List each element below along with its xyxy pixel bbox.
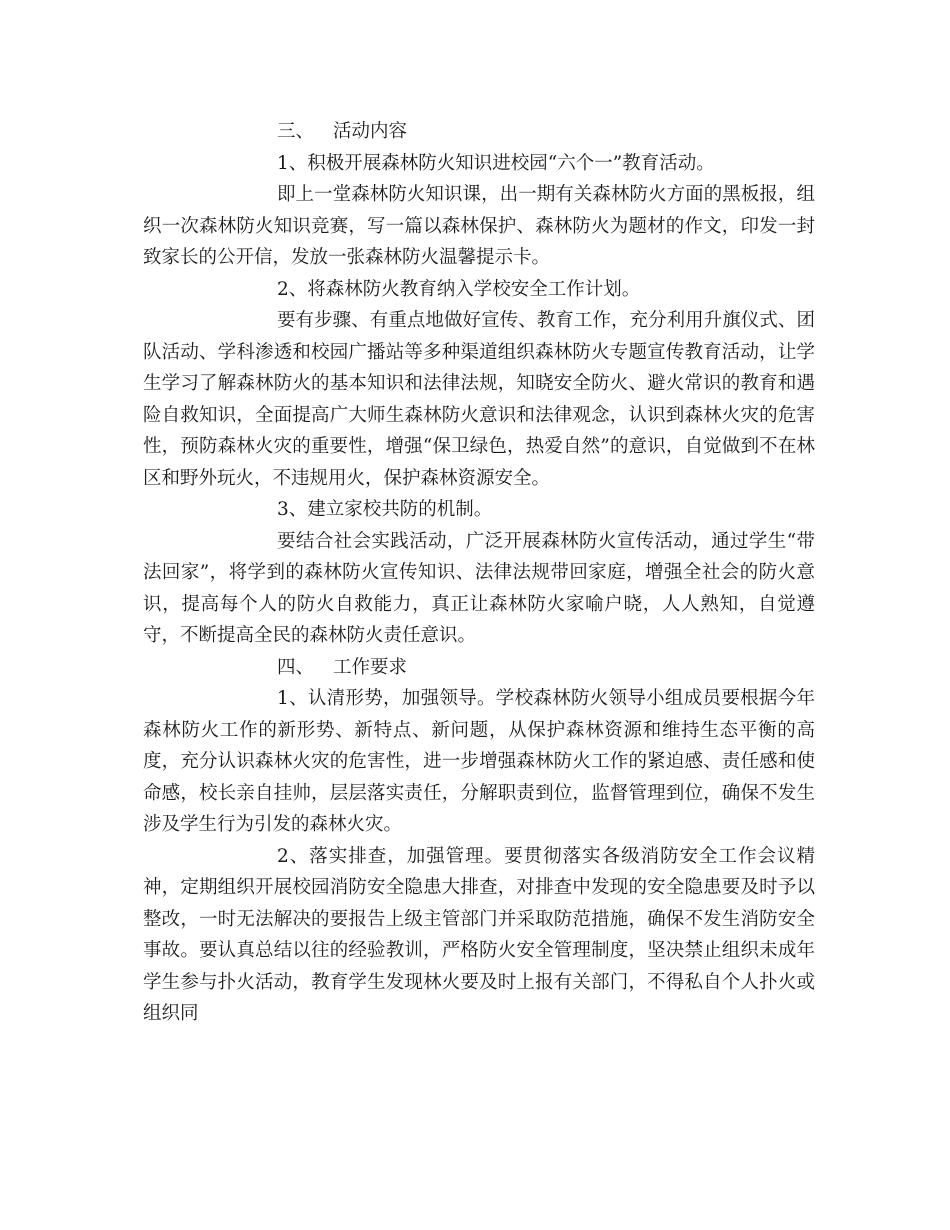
- paragraph: 要结合社会实践活动，广泛开展森林防火宣传活动，通过学生“带法回家”，将学到的森林防火宣传知识、法律法规带回家庭，增强全社会的防火意识，提高每个人的防火自救能力，真正让森林防火家喻户晓，人人熟知，自觉遵守，不断提高全民的森林防火责任意识。: [143, 530, 815, 646]
- paragraph: 即上一堂森林防火知识课，出一期有关森林防火方面的黑板报，组织一次森林防火知识竞赛，写一篇以森林保护、森林防火为题材的作文，印发一封致家长的公开信，发放一张森林防火温馨提示卡。: [143, 184, 815, 268]
- paragraph: 要有步骤、有重点地做好宣传、教育工作，充分利用升旗仪式、团队活动、学科渗透和校园广播站等多种渠道组织森林防火专题宣传教育活动，让学生学习了解森林防火的基本知识和法律法规，知晓安全防火、避火常识的教育和遇险自救知识，全面提高广大师生森林防火意识和法律观念，认识到森林火灾的危害性，预防森林火灾的重要性，增强“保卫绿色，热爱自然”的意识，自觉做到不在林区和野外玩火，不违规用火，保护森林资源安全。: [143, 310, 815, 489]
- section-heading-4: [143, 652, 815, 684]
- section-title: 活动内容: [333, 121, 408, 142]
- document-body: [143, 116, 815, 1030]
- section-title: 工作要求: [333, 656, 408, 678]
- section-number: 三、: [277, 121, 315, 142]
- paragraph: 1、认清形势，加强领导。学校森林防火领导小组成员要根据今年森林防火工作的新形势、新特点、新问题，从保护森林资源和维持生态平衡的高度，充分认识森林火灾的危害性，进一步增强森林防火工作的紧迫感、责任感和使命感，校长亲自挂帅，层层落实责任，分解职责到位，监督管理到位，确保不发生涉及学生行为引发的森林火灾。: [143, 688, 815, 835]
- paragraph: 2、落实排查，加强管理。要贯彻落实各级消防安全工作会议精神，定期组织开展校园消防安全隐患大排查，对排查中发现的安全隐患要及时予以整改，一时无法解决的要报告上级主管部门并采取防范措施，确保不发生消防安全事故。要认真总结以往的经验教训，严格防火安全管理制度，坚决禁止组织未成年学生参与扑火活动，教育学生发现林火要及时上报有关部门，不得私自个人扑火或组织同: [143, 845, 815, 1024]
- item-heading: 2、将森林防火教育纳入学校安全工作计划。: [277, 278, 641, 300]
- section-heading-3: [143, 116, 815, 148]
- section-number: 四、: [277, 656, 315, 678]
- item-heading: 1、积极开展森林防火知识进校园“六个一”教育活动。: [277, 152, 715, 174]
- item-heading: 3、建立家校共防的机制。: [277, 499, 493, 520]
